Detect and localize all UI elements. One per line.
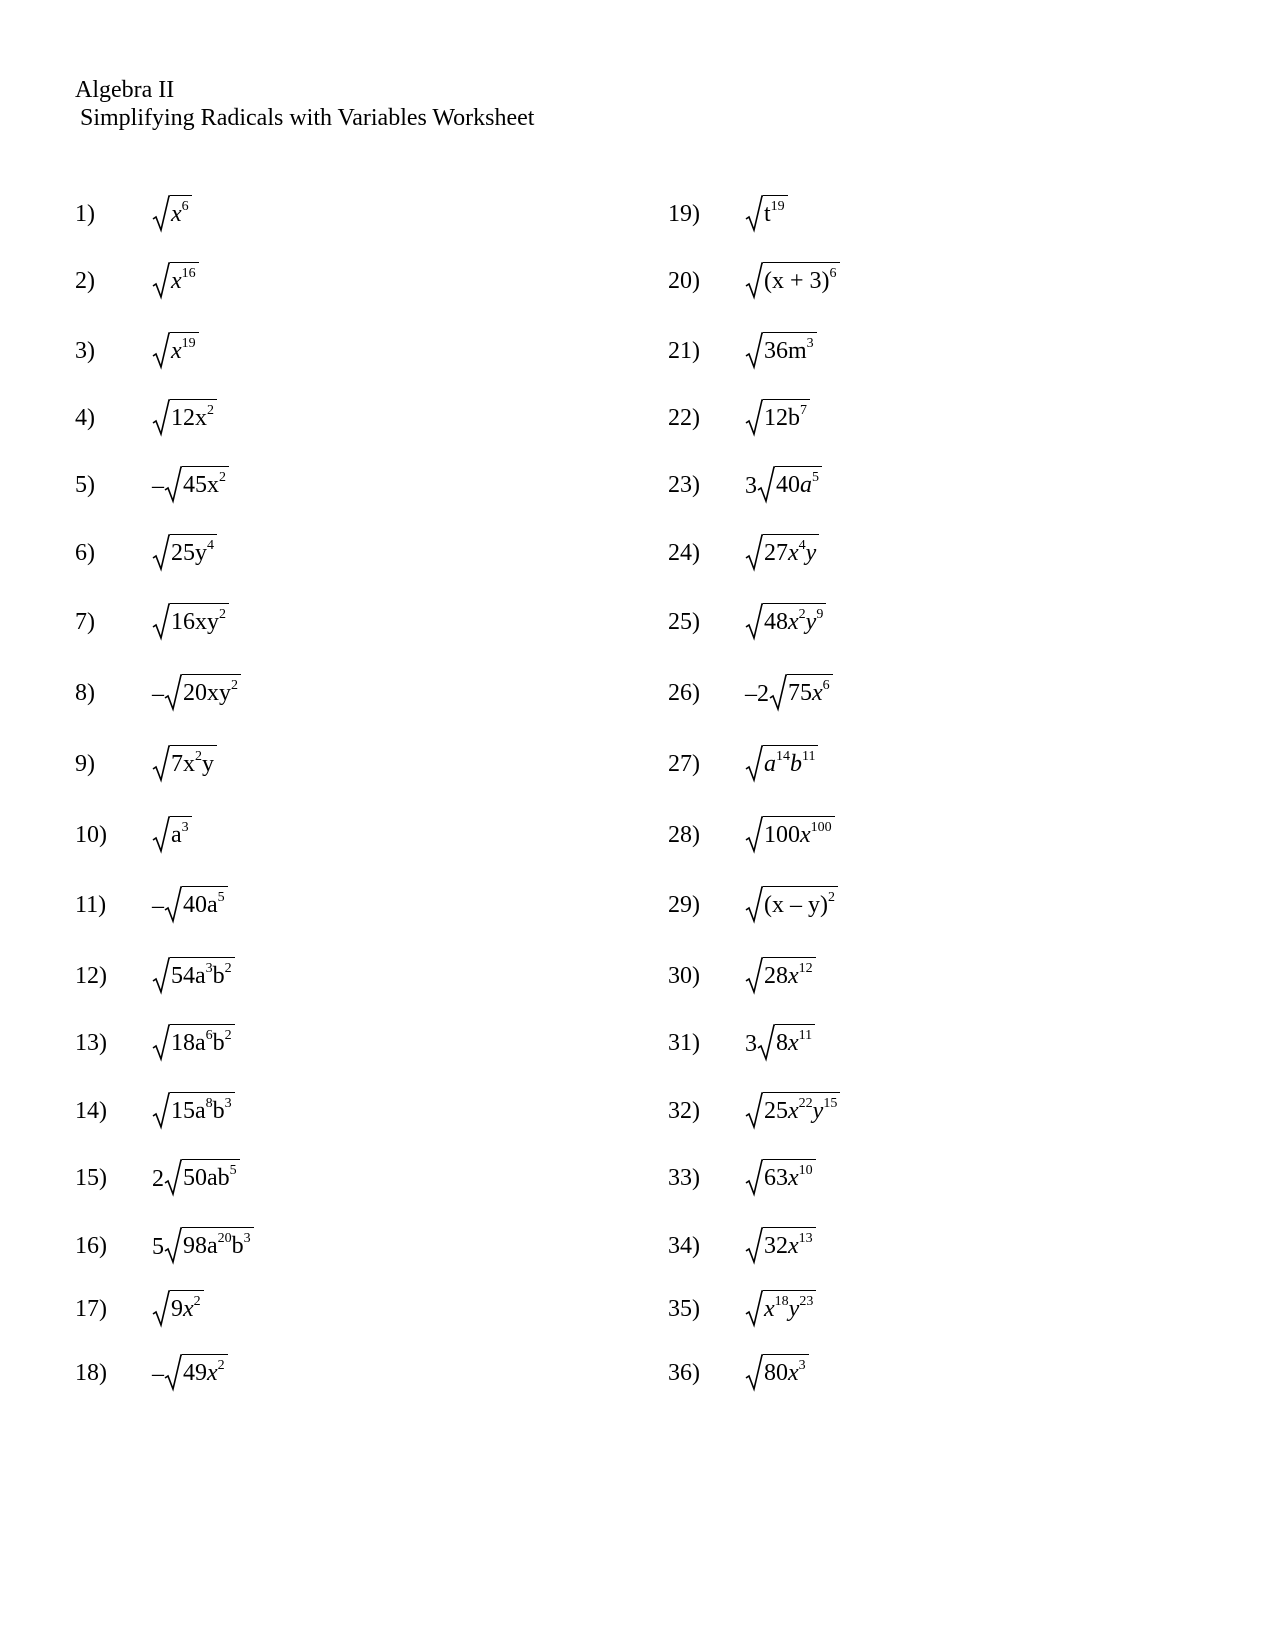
coefficient: – — [152, 893, 164, 919]
problem-number: 27) — [668, 751, 700, 777]
problem-number: 4) — [75, 405, 95, 431]
exponent: 2 — [207, 403, 214, 418]
exponent: 8 — [205, 1096, 213, 1111]
radical-sign-icon — [757, 1024, 775, 1062]
problem-number: 35) — [668, 1296, 700, 1322]
radical-expression — [152, 884, 228, 924]
radicand-term: x — [812, 680, 823, 706]
radical-expression — [745, 601, 826, 641]
radical-expression — [745, 1352, 809, 1392]
radicand-term: x — [171, 268, 182, 294]
radicand — [182, 1227, 254, 1265]
radical-expression — [152, 601, 229, 641]
radicand — [170, 534, 217, 572]
exponent: 6 — [829, 266, 837, 281]
radical-expression — [745, 814, 835, 854]
exponent: 23 — [799, 1294, 814, 1309]
exponent: 11 — [802, 749, 816, 764]
radicand-term: 12b — [764, 405, 800, 431]
square-root — [757, 466, 822, 504]
radical-expression — [745, 464, 822, 504]
problem-number: 30) — [668, 963, 700, 989]
radical-expression — [745, 1225, 816, 1265]
radicand-term: 28 — [764, 963, 788, 989]
radical-sign-icon — [152, 195, 170, 233]
exponent: 13 — [798, 1231, 813, 1246]
exponent: 3 — [181, 820, 189, 835]
exponent: 3 — [243, 1231, 251, 1246]
exponent: 3 — [205, 961, 213, 976]
worksheet-title: Simplifying Radicals with Variables Worksheet — [80, 105, 535, 131]
coefficient: – — [152, 473, 164, 499]
square-root — [745, 886, 838, 924]
radicand — [763, 1159, 816, 1197]
radicand — [170, 399, 217, 437]
radicand-term: 75 — [788, 680, 812, 706]
radical-sign-icon — [164, 886, 182, 924]
radicand-term: 50ab — [183, 1165, 230, 1191]
radicand-term: x — [800, 822, 811, 848]
radicand-term: 12x — [171, 405, 207, 431]
square-root — [745, 603, 826, 641]
radicand — [182, 886, 228, 924]
radicand-term: a — [171, 822, 182, 848]
coefficient: 5 — [152, 1234, 164, 1260]
problem-number: 26) — [668, 680, 700, 706]
radicand-term: x — [788, 540, 799, 566]
radical-sign-icon — [152, 745, 170, 783]
problem-number: 10) — [75, 822, 107, 848]
radicand-term: (x – y) — [764, 892, 828, 918]
radicand-term: 40 — [776, 472, 800, 498]
radicand — [170, 195, 192, 233]
exponent: 5 — [217, 890, 225, 905]
problem-number: 3) — [75, 338, 95, 364]
exponent: 10 — [798, 1163, 813, 1178]
problem-number: 2) — [75, 268, 95, 294]
radical-expression — [152, 193, 192, 233]
radicand-term: 100 — [764, 822, 800, 848]
square-root — [164, 1354, 228, 1392]
radical-sign-icon — [745, 262, 763, 300]
radical-sign-icon — [152, 1024, 170, 1062]
radicand-term: x — [764, 1296, 775, 1322]
problem-number: 14) — [75, 1098, 107, 1124]
radicand-term: y — [812, 1098, 824, 1124]
problem-number: 13) — [75, 1030, 107, 1056]
radicand — [763, 1290, 816, 1328]
problem-number: 11) — [75, 892, 107, 918]
problem-number: 9) — [75, 751, 95, 777]
radicand — [170, 262, 199, 300]
exponent: 4 — [798, 538, 806, 553]
square-root — [152, 957, 235, 995]
radicand-term: 98a — [183, 1233, 218, 1259]
exponent: 22 — [798, 1096, 813, 1111]
radicand — [170, 1290, 204, 1328]
square-root — [769, 674, 833, 712]
problem-number: 32) — [668, 1098, 700, 1124]
exponent: 20 — [217, 1231, 232, 1246]
exponent: 2 — [798, 607, 806, 622]
radical-expression — [152, 1225, 254, 1265]
square-root — [164, 466, 229, 504]
radicand-term: 25y — [171, 540, 207, 566]
radical-sign-icon — [152, 603, 170, 641]
radicand — [170, 745, 217, 783]
coefficient: 2 — [152, 1166, 164, 1192]
square-root — [152, 195, 192, 233]
square-root — [745, 534, 819, 572]
radical-expression — [745, 532, 819, 572]
radicand — [763, 745, 818, 783]
problem-number: 29) — [668, 892, 700, 918]
problem-number: 20) — [668, 268, 700, 294]
radicand-term: 54a — [171, 963, 206, 989]
radicand-term: 45x — [183, 472, 219, 498]
radical-sign-icon — [745, 1159, 763, 1197]
radical-sign-icon — [152, 816, 170, 854]
radicand-term: 32 — [764, 1233, 788, 1259]
square-root — [152, 262, 199, 300]
square-root — [152, 1290, 204, 1328]
radical-expression — [745, 193, 788, 233]
problem-number: 21) — [668, 338, 700, 364]
radical-sign-icon — [152, 957, 170, 995]
coefficient: – — [152, 1361, 164, 1387]
problem-number: 5) — [75, 472, 95, 498]
exponent: 14 — [776, 749, 790, 764]
radical-sign-icon — [745, 1354, 763, 1392]
problem-number: 34) — [668, 1233, 700, 1259]
radical-sign-icon — [745, 534, 763, 572]
radical-sign-icon — [745, 957, 763, 995]
radicand-term: a — [764, 751, 776, 777]
radicand — [182, 1159, 240, 1197]
radicand-term: 20xy — [183, 680, 231, 706]
square-root — [745, 332, 817, 370]
problem-number: 16) — [75, 1233, 107, 1259]
radicand-term: y — [805, 609, 817, 635]
square-root — [164, 1159, 240, 1197]
radical-expression — [745, 397, 810, 437]
radical-sign-icon — [745, 399, 763, 437]
radicand-term: b — [231, 1233, 244, 1259]
exponent: 2 — [193, 1294, 201, 1309]
radicand — [763, 332, 817, 370]
square-root — [745, 1354, 809, 1392]
radicand-term: b — [212, 1030, 225, 1056]
problem-number: 6) — [75, 540, 95, 566]
radicand — [170, 1092, 235, 1130]
radical-sign-icon — [745, 745, 763, 783]
problem-number: 1) — [75, 201, 95, 227]
problem-number: 15) — [75, 1165, 107, 1191]
radicand — [763, 1227, 816, 1265]
radical-sign-icon — [745, 603, 763, 641]
radicand — [775, 1024, 815, 1062]
square-root — [164, 1227, 254, 1265]
problem-number: 17) — [75, 1296, 107, 1322]
radicand-term: x — [171, 201, 182, 227]
exponent: 2 — [224, 1028, 232, 1043]
square-root — [745, 745, 818, 783]
exponent: 12 — [798, 961, 813, 976]
radicand-term: y — [805, 540, 817, 566]
exponent: 18 — [774, 1294, 789, 1309]
radical-sign-icon — [152, 399, 170, 437]
radical-sign-icon — [745, 1092, 763, 1130]
radical-sign-icon — [745, 332, 763, 370]
radicand-term: x — [788, 1030, 799, 1056]
radicand-term: 27 — [764, 540, 788, 566]
radicand-term: 40a — [183, 892, 218, 918]
radicand-term: 49 — [183, 1360, 207, 1386]
square-root — [164, 886, 228, 924]
exponent: 6 — [205, 1028, 213, 1043]
square-root — [745, 1227, 816, 1265]
exponent: 100 — [810, 820, 832, 835]
course-title: Algebra II — [75, 77, 175, 103]
exponent: 2 — [217, 1358, 225, 1373]
radicand-term: x — [788, 1165, 799, 1191]
exponent: 2 — [219, 470, 226, 485]
radical-sign-icon — [152, 1092, 170, 1130]
problem-number: 36) — [668, 1360, 700, 1386]
square-root — [745, 1092, 840, 1130]
problem-number: 12) — [75, 963, 107, 989]
radicand-term: b — [212, 1098, 225, 1124]
radical-expression — [152, 955, 235, 995]
square-root — [757, 1024, 815, 1062]
coefficient: 3 — [745, 1031, 757, 1057]
radicand-term: b — [790, 751, 802, 777]
radicand — [763, 603, 826, 641]
radicand — [170, 332, 199, 370]
radical-sign-icon — [164, 466, 182, 504]
square-root — [745, 816, 835, 854]
problem-number: 33) — [668, 1165, 700, 1191]
radical-sign-icon — [164, 674, 182, 712]
problem-number: 7) — [75, 609, 95, 635]
problem-number: 23) — [668, 472, 700, 498]
radical-expression — [745, 884, 838, 924]
radicand — [763, 957, 816, 995]
radicand-term: 7x — [171, 751, 195, 777]
radical-expression — [152, 532, 217, 572]
exponent: 3 — [798, 1358, 806, 1373]
radical-expression — [745, 330, 817, 370]
radicand — [763, 1092, 840, 1130]
radicand — [763, 534, 819, 572]
square-root — [152, 816, 192, 854]
radical-sign-icon — [152, 262, 170, 300]
radicand-term: 25 — [764, 1098, 788, 1124]
exponent: 2 — [224, 961, 232, 976]
exponent: 6 — [181, 199, 189, 214]
radical-expression — [152, 260, 199, 300]
square-root — [745, 1159, 816, 1197]
exponent: 2 — [195, 749, 202, 764]
exponent: 2 — [827, 890, 835, 905]
radical-sign-icon — [769, 674, 787, 712]
exponent: 5 — [229, 1163, 237, 1178]
radical-sign-icon — [745, 816, 763, 854]
exponent: 5 — [812, 470, 819, 485]
radicand — [763, 886, 838, 924]
square-root — [152, 745, 217, 783]
radicand-term: 9 — [171, 1296, 183, 1322]
exponent: 3 — [224, 1096, 232, 1111]
problem-number: 18) — [75, 1360, 107, 1386]
radical-sign-icon — [164, 1227, 182, 1265]
problem-number: 31) — [668, 1030, 700, 1056]
radical-expression — [745, 1157, 816, 1197]
radical-expression — [152, 1288, 204, 1328]
radicand-term: b — [212, 963, 225, 989]
radicand — [763, 399, 810, 437]
square-root — [152, 1092, 235, 1130]
exponent: 19 — [770, 199, 785, 214]
exponent: 19 — [181, 336, 196, 351]
radicand — [763, 816, 835, 854]
exponent: 6 — [822, 678, 830, 693]
radical-expression — [152, 1022, 235, 1062]
radical-sign-icon — [745, 195, 763, 233]
radicand-term: x — [207, 1360, 218, 1386]
radical-expression — [152, 1090, 235, 1130]
problem-number: 28) — [668, 822, 700, 848]
radicand — [763, 262, 840, 300]
radicand-term: 36m — [764, 338, 807, 364]
radical-sign-icon — [152, 332, 170, 370]
square-root — [152, 603, 229, 641]
problem-number: 19) — [668, 201, 700, 227]
coefficient: –2 — [745, 681, 769, 707]
square-root — [745, 195, 788, 233]
square-root — [152, 332, 199, 370]
radical-expression — [152, 1352, 228, 1392]
radicand-term: (x + 3) — [764, 268, 830, 294]
radical-expression — [152, 743, 217, 783]
problem-number: 24) — [668, 540, 700, 566]
radicand-term: x — [788, 963, 799, 989]
radical-expression — [745, 260, 840, 300]
radicand — [170, 1024, 235, 1062]
exponent: 16 — [181, 266, 196, 281]
radicand-term: a — [800, 472, 812, 498]
radicand-term: 8 — [776, 1030, 788, 1056]
problem-number: 25) — [668, 609, 700, 635]
radical-sign-icon — [164, 1159, 182, 1197]
radical-sign-icon — [152, 1290, 170, 1328]
square-root — [152, 399, 217, 437]
radicand — [182, 1354, 228, 1392]
exponent: 2 — [219, 607, 226, 622]
radicand — [763, 195, 788, 233]
radicand — [182, 466, 229, 504]
radicand — [170, 603, 229, 641]
coefficient: – — [152, 681, 164, 707]
radical-expression — [152, 464, 229, 504]
radical-expression — [152, 1157, 240, 1197]
radical-expression — [745, 955, 816, 995]
radicand — [775, 466, 822, 504]
radicand-term: x — [788, 609, 799, 635]
radical-expression — [152, 330, 199, 370]
exponent: 2 — [231, 678, 238, 693]
radical-sign-icon — [164, 1354, 182, 1392]
radicand-term: 80 — [764, 1360, 788, 1386]
radicand-term: 16xy — [171, 609, 219, 635]
radicand — [787, 674, 833, 712]
radical-expression — [745, 743, 818, 783]
problem-number: 8) — [75, 680, 95, 706]
radical-expression — [745, 1022, 815, 1062]
radical-expression — [745, 1288, 816, 1328]
radical-sign-icon — [757, 466, 775, 504]
radical-sign-icon — [745, 1227, 763, 1265]
radicand-term: 18a — [171, 1030, 206, 1056]
radical-expression — [745, 672, 833, 712]
exponent: 3 — [806, 336, 814, 351]
square-root — [152, 1024, 235, 1062]
exponent: 11 — [798, 1028, 813, 1043]
radical-expression — [152, 814, 192, 854]
square-root — [745, 262, 840, 300]
radicand-term: x — [788, 1233, 799, 1259]
radicand — [182, 674, 241, 712]
square-root — [152, 534, 217, 572]
radical-expression — [745, 1090, 840, 1130]
square-root — [745, 957, 816, 995]
radicand-term: y — [202, 751, 214, 777]
coefficient: 3 — [745, 473, 757, 499]
radicand-term: 15a — [171, 1098, 206, 1124]
radical-sign-icon — [745, 886, 763, 924]
radicand-term: 63 — [764, 1165, 788, 1191]
radicand-term: t — [764, 201, 771, 227]
exponent: 15 — [823, 1096, 838, 1111]
problem-number: 22) — [668, 405, 700, 431]
radicand-term: x — [788, 1360, 799, 1386]
radicand — [170, 957, 235, 995]
radicand-term: x — [788, 1098, 799, 1124]
radical-sign-icon — [152, 534, 170, 572]
exponent: 7 — [800, 403, 807, 418]
radical-sign-icon — [745, 1290, 763, 1328]
square-root — [745, 1290, 816, 1328]
square-root — [745, 399, 810, 437]
radical-expression — [152, 672, 241, 712]
radicand-term: x — [183, 1296, 194, 1322]
radicand-term: y — [788, 1296, 800, 1322]
radicand — [170, 816, 192, 854]
exponent: 9 — [816, 607, 824, 622]
radicand-term: 48 — [764, 609, 788, 635]
square-root — [164, 674, 241, 712]
radicand-term: x — [171, 338, 182, 364]
exponent: 4 — [207, 538, 214, 553]
radical-expression — [152, 397, 217, 437]
radicand — [763, 1354, 809, 1392]
